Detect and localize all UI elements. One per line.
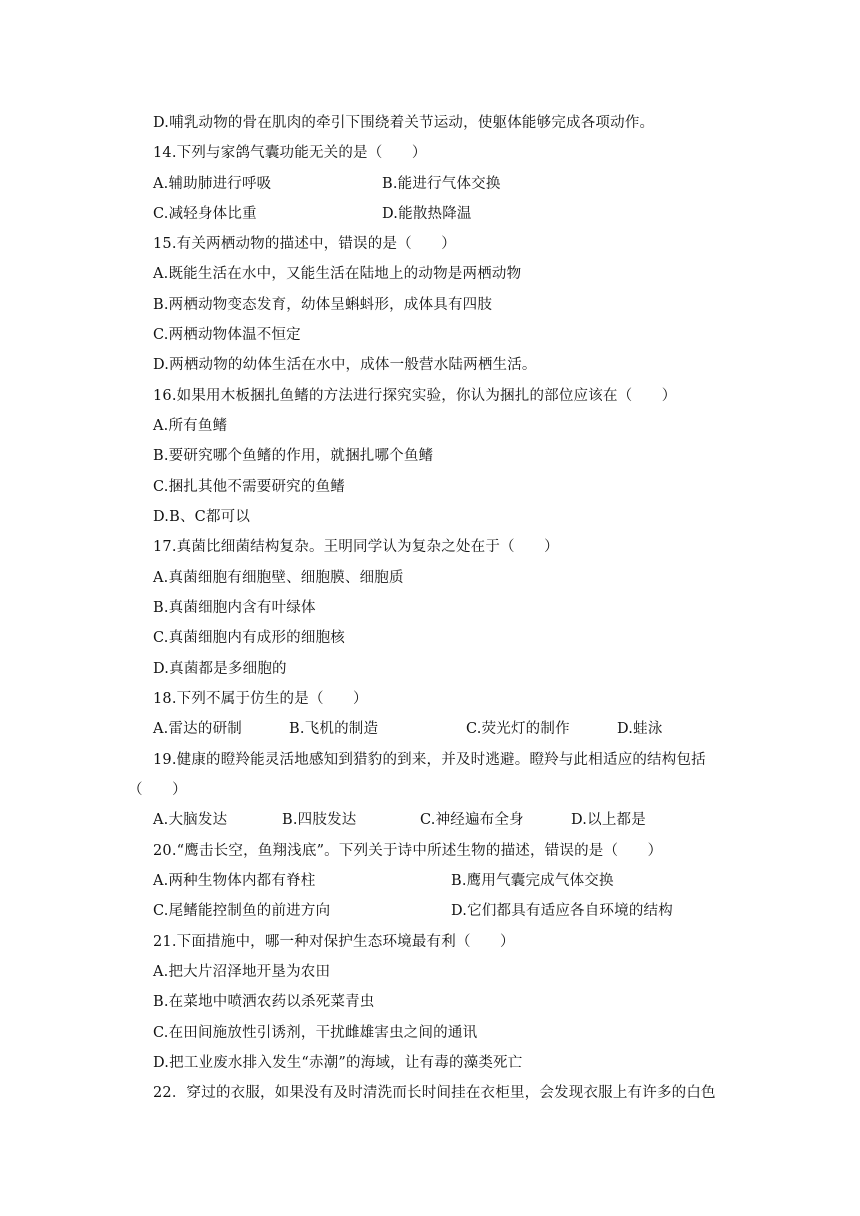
option-15c: C.两栖动物体温不恒定 (153, 327, 301, 343)
option-19d: D.以上都是 (571, 812, 646, 828)
option-16c: C.捆扎其他不需要研究的鱼鳍 (153, 479, 345, 495)
option-14a: A.辅助肺进行呼吸 (153, 176, 272, 192)
question-14: 14.下列与家鸽气囊功能无关的是（ ） (153, 145, 427, 161)
option-17c: C.真菌细胞内有成形的细胞核 (153, 630, 345, 646)
option-14d: D.能散热降温 (382, 206, 472, 222)
option-15a: A.既能生活在水中，又能生活在陆地上的动物是两栖动物 (153, 266, 522, 282)
option-13d: D.哺乳动物的骨在肌肉的牵引下围绕着关节运动，使躯体能够完成各项动作。 (153, 115, 655, 131)
option-17d: D.真菌都是多细胞的 (153, 661, 287, 677)
option-17a: A.真菌细胞有细胞壁、细胞膜、细胞质 (153, 570, 404, 586)
option-17b: B.真菌细胞内含有叶绿体 (153, 600, 316, 616)
option-20a: A.两种生物体内都有脊柱 (153, 873, 316, 889)
option-20d: D.它们都具有适应各自环境的结构 (451, 903, 673, 919)
option-18d: D.蛙泳 (617, 721, 663, 737)
question-15: 15.有关两栖动物的描述中，错误的是（ ） (153, 236, 456, 252)
question-16: 16.如果用木板捆扎鱼鳍的方法进行探究实验，你认为捆扎的部位应该在（ ） (153, 388, 677, 404)
option-21a: A.把大片沼泽地开垦为农田 (153, 964, 331, 980)
option-16d: D.B、C都可以 (153, 509, 251, 525)
question-20: 20.“鹰击长空，鱼翔浅底”。下列关于诗中所述生物的描述，错误的是（ ） (153, 843, 663, 859)
question-18: 18.下列不属于仿生的是（ ） (153, 691, 368, 707)
option-21d: D.把工业废水排入发生“赤潮”的海域，让有毒的藻类死亡 (153, 1055, 523, 1071)
option-18c: C.荧光灯的制作 (466, 721, 570, 737)
question-21: 21.下面措施中，哪一种对保护生态环境最有利（ ） (153, 934, 515, 950)
option-20b: B.鹰用气囊完成气体交换 (451, 873, 614, 889)
option-18b: B.飞机的制造 (289, 721, 379, 737)
question-19-blank: （ ） (128, 782, 187, 798)
option-19c: C.神经遍布全身 (420, 812, 524, 828)
option-14c: C.减轻身体比重 (153, 206, 257, 222)
question-19: 19.健康的瞪羚能灵活地感知到猎豹的到来，并及时逃避。瞪羚与此相适应的结构包括 (153, 752, 706, 768)
option-18a: A.雷达的研制 (153, 721, 242, 737)
option-21c: C.在田间施放性引诱剂，干扰雌雄害虫之间的通讯 (153, 1025, 478, 1041)
option-21b: B.在菜地中喷洒农药以杀死菜青虫 (153, 994, 375, 1010)
option-15d: D.两栖动物的幼体生活在水中，成体一般营水陆两栖生活。 (153, 357, 537, 373)
option-16a: A.所有鱼鳍 (153, 418, 228, 434)
option-16b: B.要研究哪个鱼鳍的作用，就捆扎哪个鱼鳍 (153, 448, 434, 464)
option-20c: C.尾鳍能控制鱼的前进方向 (153, 903, 331, 919)
option-14b: B.能进行气体交换 (382, 176, 501, 192)
question-17: 17.真菌比细菌结构复杂。王明同学认为复杂之处在于（ ） (153, 539, 559, 555)
option-19a: A.大脑发达 (153, 812, 228, 828)
question-22: 22．穿过的衣服，如果没有及时清洗而长时间挂在衣柜里，会发现衣服上有许多的白色 (153, 1085, 716, 1101)
option-19b: B.四肢发达 (282, 812, 357, 828)
option-15b: B.两栖动物变态发育，幼体呈蝌蚪形，成体具有四肢 (153, 297, 493, 313)
